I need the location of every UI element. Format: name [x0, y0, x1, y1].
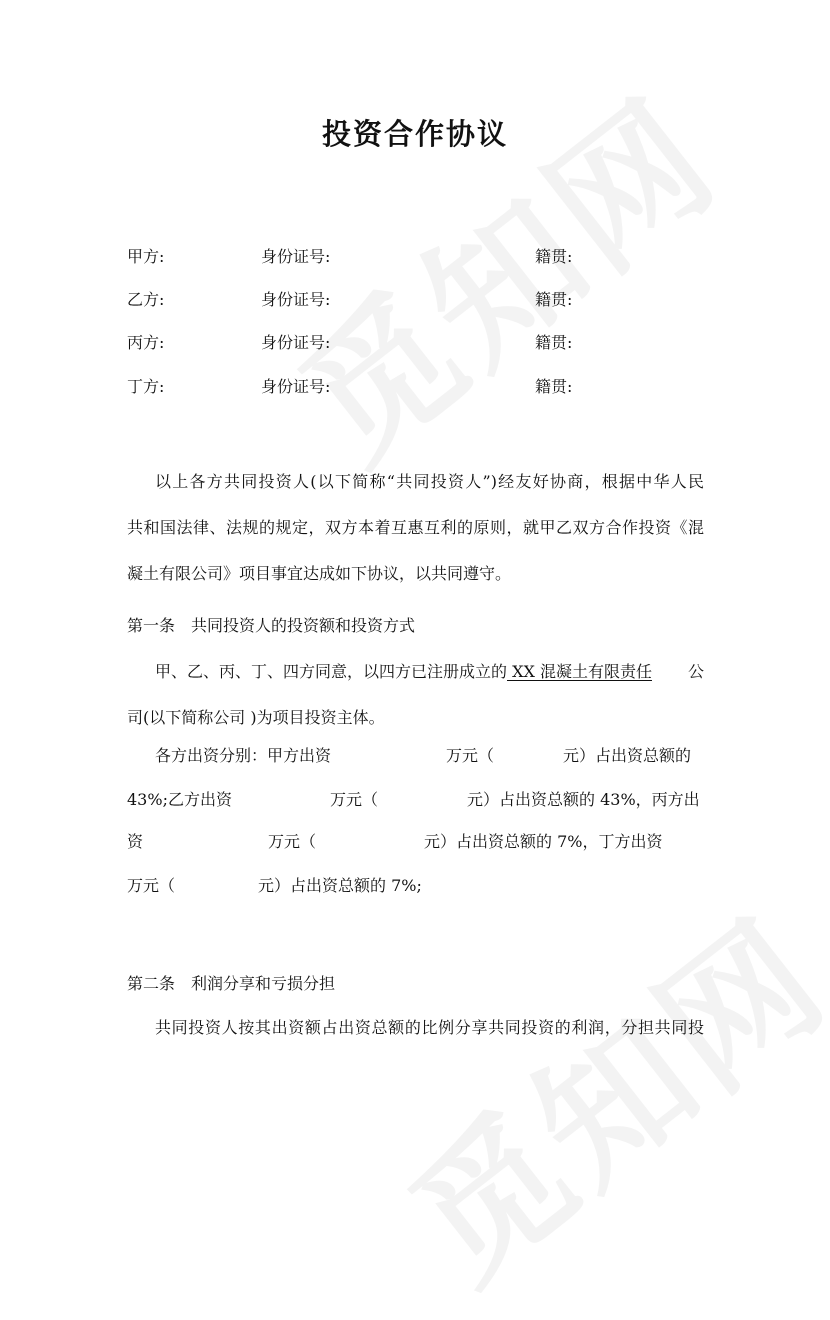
contrib-line1-a: 各方出资分别：甲方出资	[155, 746, 332, 765]
article1-p1-tail: 公	[688, 662, 705, 681]
contrib-line3-a: 资	[127, 832, 144, 851]
party-origin-label: 籍贯:	[535, 247, 573, 266]
article2-heading: 第二条 利润分享和亏损分担	[127, 974, 336, 993]
article1-p1-line1	[155, 660, 652, 684]
party-name: 丙方:	[127, 333, 165, 352]
contrib-line3-b: 万元（	[268, 832, 317, 851]
watermark-bottom	[360, 862, 830, 1320]
intro-line-2: 共和国法律、法规的规定，双方本着互惠互利的原则，就甲乙双方合作投资《混	[127, 518, 704, 537]
contrib-line2-a: 43%;乙方出资	[127, 790, 232, 809]
article1-p1-text: 甲、乙、丙、丁、四方同意，以四方已注册成立的	[155, 662, 508, 681]
contrib-line1-c: 元）占出资总额的	[563, 746, 692, 765]
contrib-line2-c: 元）占出资总额的 43%，丙方出	[467, 790, 700, 809]
party-name: 甲方:	[127, 247, 165, 266]
contrib-line1-b: 万元（	[446, 746, 495, 765]
party-name: 乙方:	[127, 290, 165, 309]
party-id-label: 身份证号:	[261, 290, 331, 309]
party-row-a	[0, 244, 830, 268]
contrib-line2-b: 万元（	[330, 790, 379, 809]
intro-line-3: 凝土有限公司》项目事宜达成如下协议，以共同遵守。	[127, 564, 512, 583]
party-name: 丁方:	[127, 377, 165, 396]
party-origin-label: 籍贯:	[535, 377, 573, 396]
contrib-line4-b: 元）占出资总额的 7%;	[258, 876, 422, 895]
party-id-label: 身份证号:	[261, 377, 331, 396]
watermark	[250, 42, 752, 500]
contrib-line3-c: 元）占出资总额的 7%，丁方出资	[424, 832, 663, 851]
article1-p1-line2: 司(以下简称公司 )为项目投资主体。	[127, 708, 385, 727]
party-row-b	[0, 287, 830, 311]
article2-p1: 共同投资人按其出资额占出资总额的比例分享共同投资的利润，分担共同投	[155, 1018, 704, 1037]
party-row-d	[0, 374, 830, 398]
contrib-line4-a: 万元（	[127, 876, 176, 895]
intro-line-1: 以上各方共同投资人(以下简称“共同投资人”)经友好协商，根据中华人民	[155, 472, 704, 491]
party-row-c	[0, 330, 830, 354]
article1-heading: 第一条 共同投资人的投资额和投资方式	[127, 616, 416, 635]
party-origin-label: 籍贯:	[535, 290, 573, 309]
company-name-underlined: XX 混凝土有限责任	[507, 662, 652, 681]
document-title: 投资合作协议	[321, 117, 508, 151]
party-id-label: 身份证号:	[261, 247, 331, 266]
party-id-label: 身份证号:	[261, 333, 331, 352]
party-origin-label: 籍贯:	[535, 333, 573, 352]
